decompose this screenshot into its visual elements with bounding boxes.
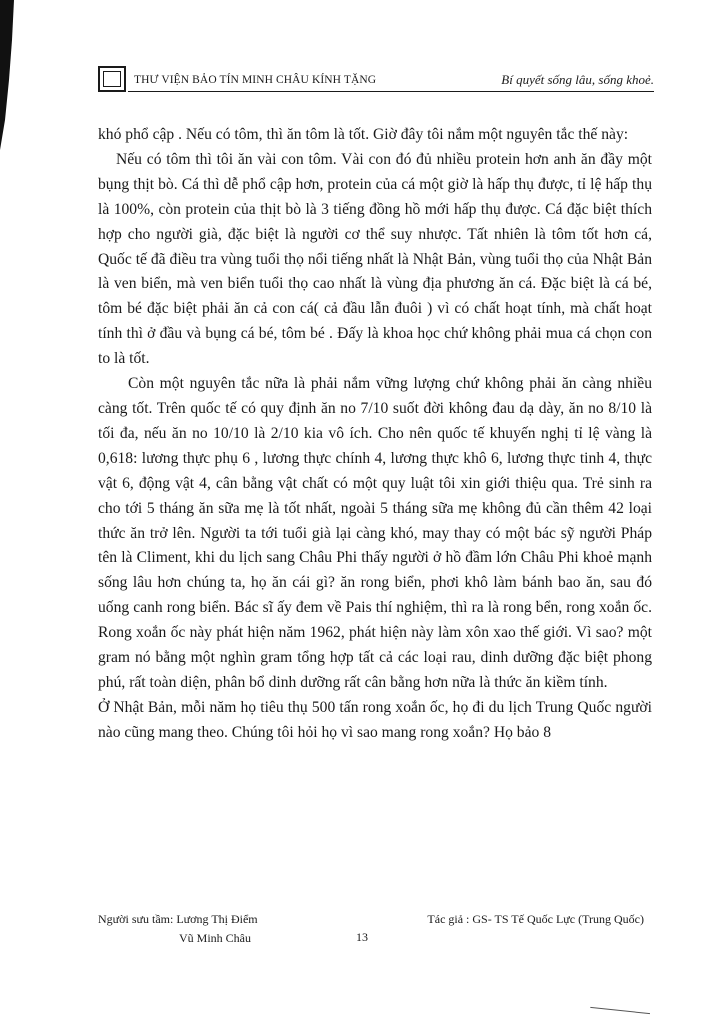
header-rule	[128, 91, 654, 92]
footer-collector: Người sưu tầm: Lương Thị Điểm	[98, 912, 258, 926]
paragraph-4: Ở Nhật Bản, mỗi năm họ tiêu thụ 500 tấn rong xoắn ốc, họ đi du lịch Trung Quốc người nào cũng mang theo. Chúng tôi hỏi họ vì sao mang rong xoắn? Họ bảo 8	[98, 698, 652, 741]
header-book-title: Bí quyết sống lâu, sống khoẻ.	[501, 72, 654, 87]
scan-mark	[590, 1007, 650, 1017]
paragraph-2: Nếu có tôm thì tôi ăn vài con tôm. Vài con đó đủ nhiều protein hơn anh ăn đầy một bụng thịt bò. Cá thì dễ phổ cập hơn, protein của cá một giờ là hấp thụ được, tỉ lệ hấp thụ là 100%, còn protein của thịt bò là 3 tiếng đồng hồ mới hấp thụ được. Cá đặc biệt thích hợp cho người già, đặc biệt là người cơ thể suy nhược. Tất nhiên là tôm tốt hơn cá, Quốc tế đã điều tra vùng tuổi thọ nổi tiếng nhất là Nhật Bản, vùng tuổi thọ của Nhật Bản là ven biển, mà ven biển tuổi thọ cao nhất là vùng địa phương ăn cá. Đặc biệt là cá bé, tôm bé đặc biệt phải ăn cả con cá( cả đầu lẫn đuôi ) vì có chất hoạt tính, mà chất hoạt tính thì ở đầu và bụng cá bé, tôm bé . Đấy là khoa học chứ không phải mua cá chọn con to là tốt.	[98, 150, 652, 368]
paragraph-3: Còn một nguyên tắc nữa là phải nắm vững lượng chứ không phải ăn càng nhiều càng tốt. Trên quốc tế có quy định ăn no 7/10 suốt đời không đau dạ dày, ăn no 8/10 là tối đa, nếu ăn no 10/10 là 2/10 kia vô ích. Cho nên quốc tế khuyến nghị tỉ lệ vàng là 0,618: lương thực phụ 6 , lương thực chính 4, lương thực khô 6, lương thực tinh 4, thực vật 6, động vật 4, cân bằng vật chất có một quy luật tôi xin giới thiệu qua. Trẻ sinh ra cho tới 5 tháng ăn sữa mẹ là tốt nhất, ngoài 5 tháng sữa mẹ không đủ cần thêm 42 loại thức ăn trở lên. Người ta tới tuổi già lại càng khó, may thay có một bác sỹ người Pháp tên là Climent, khi du lịch sang Châu Phi thấy người ở hồ đầm lớn Châu Phi khoẻ mạnh sống lâu hơn chúng ta, họ ăn cái gì? ăn rong biển, phơi khô làm bánh bao ăn, sau đó uống canh rong biển. Bác sĩ ấy đem về Pais thí nghiệm, thì ra là rong bển, rong xoắn ốc. Rong xoắn ốc này phát hiện năm 1962, phát hiện này làm xôn xao thế giới. Vì sao? một gram nó bằng một nghìn gram tổng hợp tất cả các loại rau, dinh dưỡng đặc biệt phong phú, rất toàn diện, phân bổ dinh dưỡng rất cân bằng hơn nữa là thức ăn kiềm tính.	[98, 375, 652, 691]
header-library-name: THƯ VIỆN BẢO TÍN MINH CHÂU KÍNH TẶNG	[134, 74, 377, 86]
scan-shadow-mark	[0, 0, 30, 150]
page-footer	[98, 912, 654, 962]
page-body	[98, 123, 652, 746]
page-number: 13	[356, 930, 368, 944]
page-header	[98, 66, 654, 96]
library-logo-icon	[98, 66, 126, 92]
paragraph-1: khó phổ cập . Nếu có tôm, thì ăn tôm là tốt. Giờ đây tôi nắm một nguyên tắc thế này:	[98, 126, 629, 143]
footer-author: Tác giả : GS- TS Tế Quốc Lực (Trung Quốc)	[427, 912, 644, 926]
footer-collector-second: Vũ Minh Châu	[179, 931, 251, 945]
